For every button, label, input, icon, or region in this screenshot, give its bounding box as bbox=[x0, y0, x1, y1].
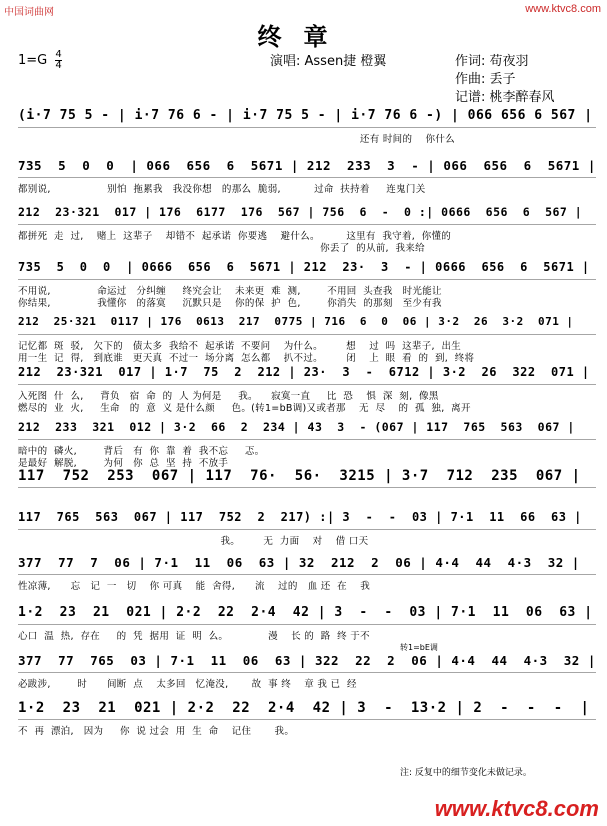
transcriber-credit: 记谱: 桃李醉春风 bbox=[455, 90, 555, 105]
lyric-row: 还有 时间的 你什么 bbox=[18, 134, 455, 145]
time-numerator: 4 bbox=[55, 49, 62, 60]
lyric-row: 必跋涉, 时 间断 点 太多回 忆淹没, 故 事 终 章 我 已 经 bbox=[18, 679, 357, 690]
beat-underline bbox=[18, 334, 596, 335]
beat-underline bbox=[18, 529, 596, 530]
lyric-row: 暗中的 磷火, 背后 有 你 靠 着 我不忘 忑。 bbox=[18, 446, 265, 457]
lyricist-credit: 作词: 苟夜羽 bbox=[455, 54, 529, 69]
lyric-row: 都拼死 走 过, 赌上 这辈子 却错不 起承诺 你要逃 避什么。 这里有 我守着, 你懂的 bbox=[18, 231, 452, 242]
lyric-row: 是最好 解脱, 为何 你 总 坚 持 不放手 bbox=[18, 458, 229, 469]
composer-credit: 作曲: 丢子 bbox=[455, 72, 516, 87]
beat-underline bbox=[18, 624, 596, 625]
beat-underline bbox=[18, 279, 596, 280]
time-denominator: 4 bbox=[55, 60, 62, 71]
notation-row: 212 25·321 0117 | 176 0613 217 0775 | 716 6 0 06 | 3·2 26 3·2 071 | bbox=[18, 315, 574, 328]
lyric-row: 心口 温 热, 存在 的 凭 据用 证 明 么。 漫 长 的 路 终 于不 bbox=[18, 631, 370, 642]
notation-row: 377 77 7 06 | 7·1 11 06 63 | 32 212 2 06 | 4·4 44 4·3 32 | bbox=[18, 555, 580, 570]
key-label: 1=G bbox=[18, 53, 48, 68]
lyric-row: 性凉薄, 忘 记 一 切 你 可真 能 舍得, 流 过的 血 还 在 我 bbox=[18, 581, 371, 592]
lyric-row: 燃尽的 业 火, 生命 的 意 义 是什么颜 色。(转1=bB调)又或者那 无 尽 的 孤 独, 离开 bbox=[18, 403, 471, 414]
lyric-row: 你结果, 我懂你 的落寞 沉默只是 你的保 护 色, 你消失 的那刻 至少有我 bbox=[18, 298, 442, 309]
notation-row: 212 233 321 012 | 3·2 66 2 234 | 43 3 - (067 | 117 765 563 067 | bbox=[18, 420, 575, 434]
footnote: 注: 反复中的细节变化未做记录。 bbox=[400, 768, 532, 778]
lyric-row: 不 再 漂泊, 因为 你 说 过会 用 生 命 记住 我。 bbox=[18, 726, 295, 737]
notation-row: 377 77 765 03 | 7·1 11 06 63 | 322 22 2 06 | 4·4 44 4·3 32 | bbox=[18, 653, 596, 668]
lyric-row: 我。 无 力面 对 借 口天 bbox=[18, 536, 369, 547]
lyric-row: 你丢了 的从前, 我来给 bbox=[18, 243, 425, 254]
notation-row: 117 752 253 067 | 117 76· 56· 3215 | 3·7 712 235 067 | bbox=[18, 468, 581, 484]
watermark-top-left: 中国词曲网 bbox=[4, 7, 54, 18]
beat-underline bbox=[18, 487, 596, 488]
watermark-bottom: www.ktvc8.com bbox=[434, 796, 599, 821]
beat-underline bbox=[18, 177, 596, 178]
notation-row: 735 5 0 0 | 0666 656 6 5671 | 212 23· 3 - | 0666 656 6 5671 | bbox=[18, 260, 590, 274]
notation-row: 212 23·321 017 | 1·7 75 2 212 | 23· 3 - 6712 | 3·2 26 322 071 | bbox=[18, 365, 590, 379]
lyric-row: 不用说, 命运过 分纠缠 终究会让 未来更 难 测, 不用回 头查我 时光能让 bbox=[18, 286, 442, 297]
lyric-row: 入死图 什 么, 背负 宿 命 的 人 为何是 我。 寂寞一直 比 恐 惧 深 刻, 像黑 bbox=[18, 391, 439, 402]
notation-row: (i·7 75 5 - | i·7 76 6 - | i·7 75 5 - | i·7 76 6 -) | 066 656 6 567 | bbox=[18, 108, 593, 123]
lyric-row: 记忆都 斑 驳, 欠下的 债太多 我给不 起承诺 不要问 为什么。 想 过 吗 这辈子, 出生 bbox=[18, 341, 462, 352]
beat-underline bbox=[18, 672, 596, 673]
modulation-note: 转1=bE调 bbox=[400, 643, 438, 652]
singer-credit: 演唱: Assen捷 橙翼 bbox=[270, 54, 387, 69]
lyric-row: 都别说, 别怕 拖累我 我没你想 的那么 脆弱, 过命 扶持着 连鬼门关 bbox=[18, 184, 426, 195]
beat-underline bbox=[18, 719, 596, 720]
beat-underline bbox=[18, 574, 596, 575]
song-title: 终章 bbox=[257, 22, 350, 51]
beat-underline bbox=[18, 127, 596, 128]
time-signature bbox=[55, 50, 61, 71]
lyric-row: 用一生 记 得, 到底谁 更天真 不过一 场分离 怎么都 扒不过。 闭 上 眼 看 的 到, 终将 bbox=[18, 353, 475, 364]
beat-underline bbox=[18, 384, 596, 385]
watermark-top-right: www.ktvc8.com bbox=[525, 3, 601, 15]
key-signature bbox=[18, 50, 62, 71]
notation-row: 117 765 563 067 | 117 752 2 217) :| 3 - - 03 | 7·1 11 66 63 | bbox=[18, 510, 582, 524]
notation-row: 1·2 23 21 021 | 2·2 22 2·4 42 | 3 - - 03 | 7·1 11 06 63 | bbox=[18, 605, 593, 620]
notation-row: 212 23·321 017 | 176 6177 176 567 | 756 6 - 0 :| 0666 656 6 567 | bbox=[18, 205, 583, 219]
notation-row: 1·2 23 21 021 | 2·2 22 2·4 42 | 3 - 13·2 | 2 - - - | bbox=[18, 700, 590, 716]
beat-underline bbox=[18, 439, 596, 440]
beat-underline bbox=[18, 224, 596, 225]
notation-row: 735 5 0 0 | 066 656 6 5671 | 212 233 3 - | 066 656 6 5671 | bbox=[18, 158, 596, 173]
